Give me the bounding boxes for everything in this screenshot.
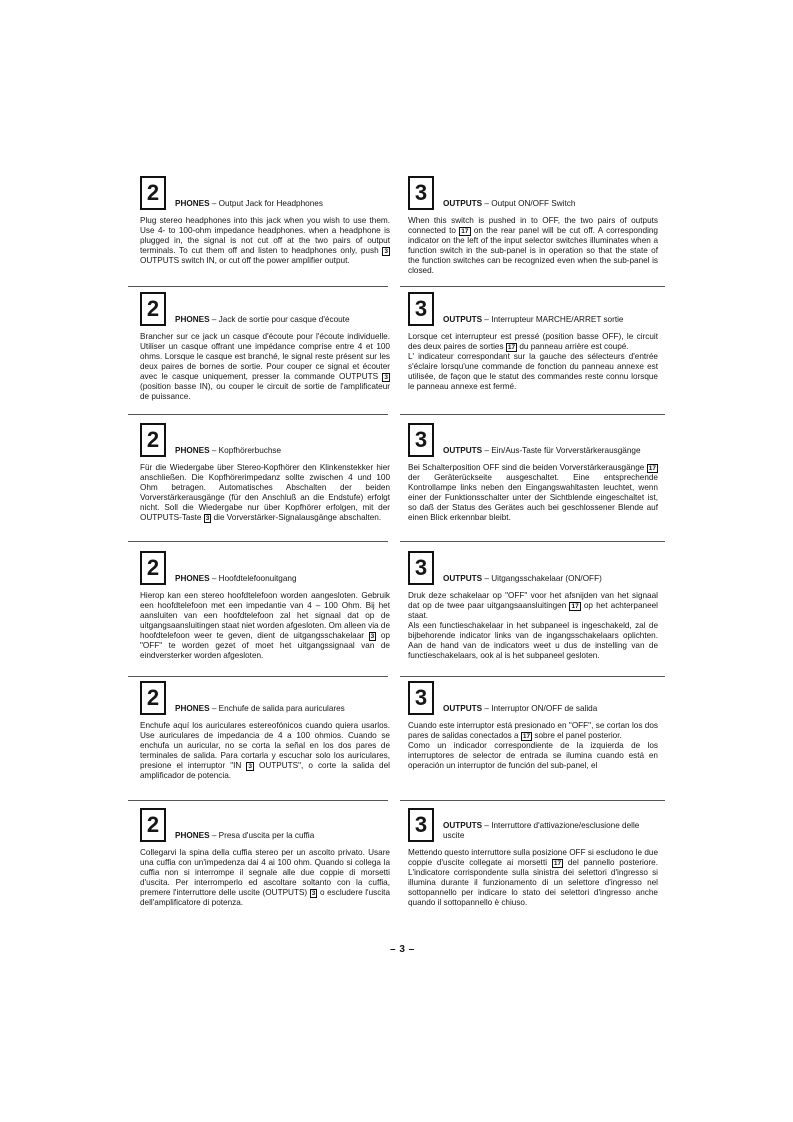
reference-badge: 17 xyxy=(461,227,469,235)
page-number: – 3 – xyxy=(390,944,415,955)
section-number-badge: 3 xyxy=(408,176,434,210)
section-number-badge: 2 xyxy=(140,176,166,210)
phones-section-nl xyxy=(140,551,390,661)
divider xyxy=(128,414,388,415)
section-title: OUTPUTS – Interrupteur MARCHE/ARRET sortie xyxy=(443,315,624,324)
reference-badge: 3 xyxy=(248,762,252,770)
section-body: Enchufe aquí los auriculares estereofónicos cuando quiera usarlos. Use auriculares de impedancia de 4 a 100 ohmios. Cuando se enchufa un auricular, no se corta la señal en los dos pares de terminales de salida. Para cortarla y escuchar solo los auriculares, presione el interruptor "IN 3 OUTPUTS", o corte la salida del amplificador de potencia. xyxy=(140,721,390,780)
section-number-badge: 2 xyxy=(140,423,166,457)
reference-badge: 3 xyxy=(311,889,316,897)
reference-badge: 17 xyxy=(648,465,656,472)
section-number-badge: 3 xyxy=(408,423,434,457)
divider xyxy=(400,414,665,415)
divider xyxy=(400,800,665,801)
section-number-badge: 3 xyxy=(408,551,434,585)
phones-section-it xyxy=(140,808,390,908)
divider xyxy=(128,800,388,801)
section-number-badge: 2 xyxy=(140,808,166,842)
divider xyxy=(400,541,665,542)
section-number-badge: 2 xyxy=(140,551,166,585)
divider xyxy=(128,676,388,677)
section-title: PHONES – Presa d'uscita per la cuffia xyxy=(175,831,315,840)
outputs-section-it xyxy=(408,808,658,908)
section-title: PHONES – Kopfhörerbuchse xyxy=(175,446,282,455)
phones-section-en xyxy=(140,176,390,266)
section-body: Für die Wiedergabe über Stereo-Kopfhörer den Klinkenstekker hier anschließen. Die Kopfhörerimpedanz sollte zwischen 4 und 100 Ohm betragen. Automatisches Abschalten der beiden Vorverstärkerausgänge (für den Anschluß an die Endstufe) erfolgt nicht. Soll die Wiedergabe nur über Kopfhörer erfolgen, mit der OUTPUTS-Taste 3 die Vorverstärker-Signalausgänge abschalten. xyxy=(140,463,390,522)
section-body: Cuando este interruptor está presionado en "OFF", se cortan los dos pares de salidas conectados a 17 sobre el panel posterior. Como un indicador correspondiente de la izquierda de los interruptores de selector de entrada se ilumina cuando está en operación un interruptor de función del sub-panel, el xyxy=(408,721,658,770)
section-body: Mettendo questo interruttore sulla posizione OFF si escludono le due coppie d'uscite collegate ai morsetti 17 del pannello posteriore. L'indicatore corrispondente sulla sinistra dei selettori d'ingresso si illumina durante il funzionamento di un selettore d'ingresso nel sottopannello per indicare lo stato dei selettori d'ingresso anche quando il sottopannello è chiuso. xyxy=(408,848,658,907)
section-title: OUTPUTS – Interruttore d'attivazione/esclusione delle uscite xyxy=(443,821,640,840)
reference-badge: 3 xyxy=(384,373,388,381)
divider xyxy=(400,676,665,677)
divider xyxy=(128,286,388,287)
section-body: Plug stereo headphones into this jack when you wish to use them. Use 4- to 100-ohm impedance headphones. when a headphone is plugged in, the signal is not cut off at the two pairs of output terminals. To cut them off and listen to headphones only, push 3 OUTPUTS switch IN, or cut off the power amplifier output. xyxy=(140,216,390,265)
outputs-section-nl xyxy=(408,551,658,661)
section-number-badge: 2 xyxy=(140,292,166,326)
section-body: Lorsque cet interrupteur est pressé (position basse OFF), le circuit des deux paires de sorties 17 du panneau arrière est coupé. L' indicateur correspondant sur la gauche des sélecteurs d'entrée s'éclaire lorsqu'une commande de fonction du panneau annexe est utilisée, de façon que le statut des commandes reste connu lorsque le panneau annexe est fermé. xyxy=(408,332,658,391)
reference-badge: 17 xyxy=(507,343,516,351)
divider xyxy=(400,286,665,287)
section-body: When this switch is pushed in to OFF, the two pairs of outputs connected to 17 on the rear panel will be cut off. A corresponding indicator on the left of the input selector switches illuminates when a function switch in the sub-panel is in operation so that the state of the function switches can be recognized even when the sub-panel is closed. xyxy=(408,216,658,275)
section-body: Collegarvi la spina della cuffia stereo per un ascolto privato. Usare una cuffia con un'impedenza dai 4 ai 100 ohm. Quando si collega la cuffia non si interrompe il segnale alle due coppie di morsetti d'uscita. Per interromperlo ed ascoltare soltanto con la cuffia, premere l'interruttore delle uscite (OUTPUTS) 3 o escludere l'uscita dell'amplificatore di potenza. xyxy=(140,848,390,907)
reference-badge: 17 xyxy=(522,732,531,740)
phones-section-es xyxy=(140,681,390,781)
reference-badge: 3 xyxy=(370,632,375,640)
section-title: OUTPUTS – Output ON/OFF Switch xyxy=(443,199,576,208)
section-number-badge: 3 xyxy=(408,808,434,842)
section-body: Brancher sur ce jack un casque d'écoute pour l'écoute individuelle. Utiliser un casque offrant une impédance comprise entre 4 et 100 ohms. Lorsque le casque est branché, le signal reste présent sur les deux paires de bornes de sortie. Pour couper ce signal et écouter avec le casque uniquement, presser la commande OUTPUTS 3 (position basse IN), ou couper le circuit de sortie de l'amplificateur de puissance. xyxy=(140,332,390,401)
phones-section-de xyxy=(140,423,390,523)
outputs-section-fr xyxy=(408,292,658,392)
section-body: Hierop kan een stereo hoofdtelefoon worden aangesloten. Gebruik een hoofdtelefoon met een impedantie van 4 – 100 Ohm. Bij het aansluiten van een hoofdtelefoon zal het signaal dat op de uitgangsaansluitingen staat niet worden afgesloten. Om alleen via de hoofdtelefoon weer te geven, dient de uitgangsschakelaar 3 op "OFF" te worden gezet of moet het uitgangssignaal van de eindversterker worden afgesloten. xyxy=(140,591,390,660)
divider xyxy=(128,541,388,542)
section-title: OUTPUTS – Ein/Aus-Taste für Vorverstärkerausgänge xyxy=(443,446,641,455)
section-number-badge: 2 xyxy=(140,681,166,715)
reference-badge: 3 xyxy=(205,514,210,522)
section-body: Bei Schalterposition OFF sind die beiden Vorverstärkerausgänge 17 der Geräterückseite ausgeschaltet. Eine entsprechende Kontrollampe links neben den Eingangswahltasten leuchtet, wenn einer der Funktionsschalter unter der Sichtblende eingeschaltet ist, so daß der Status des Gerätes auch bei geschlossener Blende auf einen Blick erkennbar bleibt. xyxy=(408,463,658,522)
reference-badge: 3 xyxy=(384,247,388,255)
phones-section-fr xyxy=(140,292,390,402)
reference-badge: 17 xyxy=(571,602,579,610)
section-title: PHONES – Jack de sortie pour casque d'écoute xyxy=(175,315,350,324)
outputs-section-es xyxy=(408,681,658,771)
outputs-section-en xyxy=(408,176,658,276)
section-title: PHONES – Hoofdtelefoonuitgang xyxy=(175,574,297,583)
section-body: Druk deze schakelaar op "OFF" voor het afsnijden van het signaal dat op de twee paar uitgangsaansluitingen 17 op het achterpaneel staat. Als een functieschakelaar in het subpaneel is ingeschakeld, zal de bijbehorende indicator links van de ingangsschakelaars oplichten. Aan de hand van de indicators weet u dus de instelling van de functieschakelaars, ook al is het subpaneel gesloten. xyxy=(408,591,658,660)
section-number-badge: 3 xyxy=(408,292,434,326)
section-title: OUTPUTS – Interruptor ON/OFF de salida xyxy=(443,704,598,713)
section-title: PHONES – Output Jack for Headphones xyxy=(175,199,323,208)
outputs-section-de xyxy=(408,423,658,523)
section-title: OUTPUTS – Uitgangsschakelaar (ON/OFF) xyxy=(443,574,602,583)
section-number-badge: 3 xyxy=(408,681,434,715)
section-title: PHONES – Enchufe de salida para auriculares xyxy=(175,704,345,713)
reference-badge: 17 xyxy=(553,859,562,867)
